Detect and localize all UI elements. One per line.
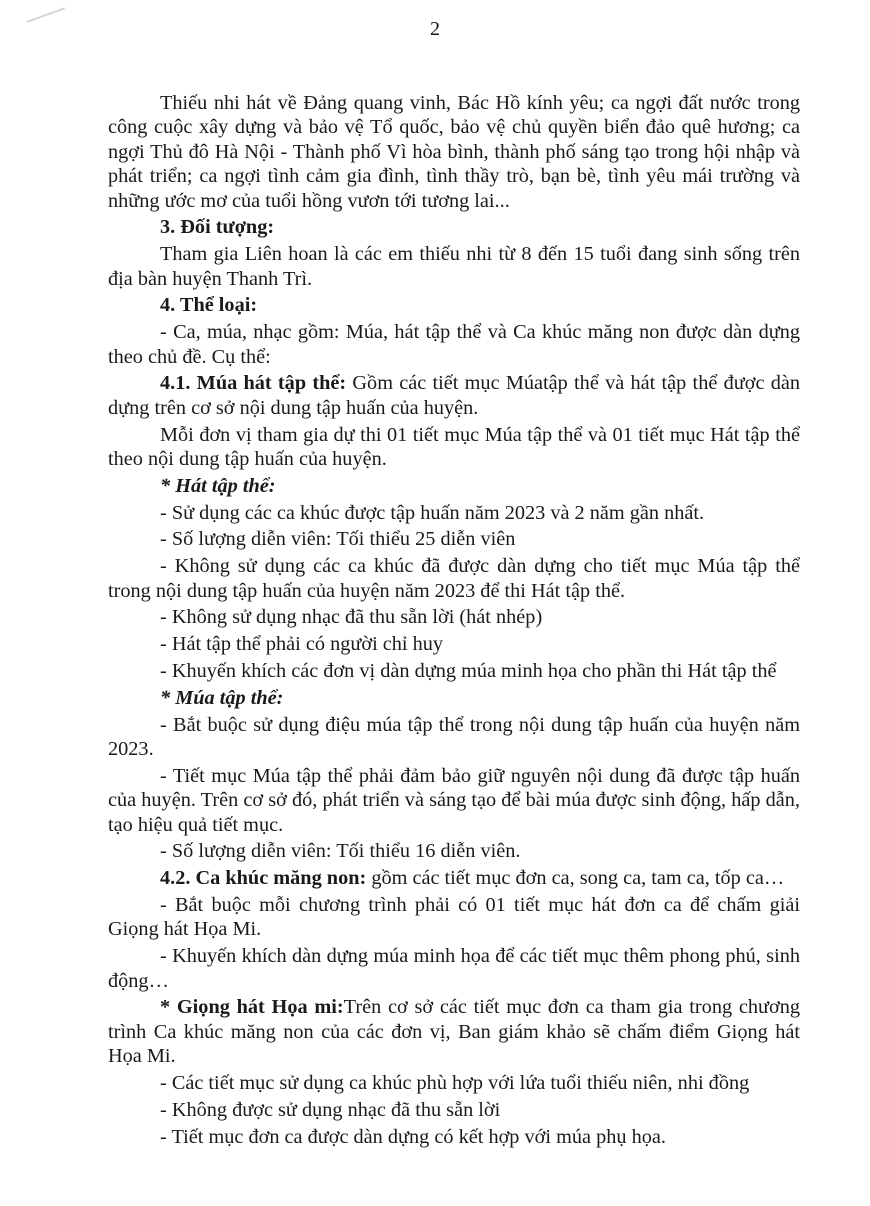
paragraph [108,423,800,472]
page-number: 2 [430,18,440,40]
paragraph-text: - Không sử dụng các ca khúc đã được dàn dựng cho tiết mục Múa tập thể trong nội dung tập huấn của huyện năm 2023 để thi Hát tập thể. [108,555,800,602]
paragraph [108,839,800,863]
paragraph [108,605,800,629]
paragraph [108,713,800,762]
paragraph [108,893,800,942]
section-heading [108,293,800,317]
paragraph-text: - Số lượng diễn viên: Tối thiểu 16 diễn viên. [160,840,521,863]
section-heading [108,686,800,710]
paragraph-text: - Tiết mục đơn ca được dàn dựng có kết hợp với múa phụ họa. [160,1125,666,1148]
paragraph-text: Trên cơ sở các tiết mục đơn ca tham gia trong chương trình Ca khúc măng non của các đơn vị, Ban giám khảo sẽ chấm điểm Giọng hát Họa Mi. [108,996,800,1068]
paragraph [108,659,800,683]
paragraph-text: gồm các tiết mục đơn ca, song ca, tam ca, tốp ca… [366,867,785,890]
paragraph-text: Thiếu nhi hát về Đảng quang vinh, Bác Hồ kính yêu; ca ngợi đất nước trong công cuộc xây dựng và bảo vệ Tổ quốc, bảo vệ chủ quyền biển đảo quê hương; ca ngợi Thủ đô Hà Nội - Thành phố Vì hòa bình, thành phố sáng tạo trong hội nhập và phát triển; ca ngợi tình cảm gia đình, tình thầy trò, bạn bè, tình yêu mái trường và những ước mơ của tuổi hồng vươn tới tương lai... [108,92,800,212]
heading-text: 4.1. Múa hát tập thể: [160,372,347,395]
document-body [108,91,800,1151]
section-heading [108,215,800,239]
paragraph-text: - Khuyến khích dàn dựng múa minh họa để các tiết mục thêm phong phú, sinh động… [108,945,800,992]
paragraph [108,764,800,837]
paragraph [108,944,800,993]
paragraph-text: Mỗi đơn vị tham gia dự thi 01 tiết mục Múa tập thể và 01 tiết mục Hát tập thể theo nội dung tập huấn của huyện. [108,423,800,471]
section-heading [108,474,800,498]
paragraph-text: - Các tiết mục sử dụng ca khúc phù hợp với lứa tuổi thiếu niên, nhi đồng [160,1072,750,1095]
paragraph [108,866,800,890]
paragraph [108,371,800,420]
heading-text: 3. Đối tượng: [160,216,275,239]
paragraph-text: - Khuyến khích các đơn vị dàn dựng múa minh họa cho phần thi Hát tập thể [160,660,777,683]
heading-text: 4. Thể loại: [160,294,258,317]
paragraph [108,91,800,213]
paragraph-text: - Không sử dụng nhạc đã thu sẵn lời (hát nhép) [160,606,543,629]
paragraph [108,1125,800,1149]
paragraph-text: - Ca, múa, nhạc gồm: Múa, hát tập thể và Ca khúc măng non được dàn dựng theo chủ đề. Cụ thể: [108,321,800,368]
paragraph [108,554,800,603]
paragraph-text: - Số lượng diễn viên: Tối thiểu 25 diễn viên [160,528,516,551]
heading-text: * Múa tập thể: [160,686,284,709]
heading-text: 4.2. Ca khúc măng non: [160,867,367,890]
paragraph-text: - Tiết mục Múa tập thể phải đảm bảo giữ nguyên nội dung đã được tập huấn của huyện. Trên cơ sở đó, phát triển và sáng tạo để bài múa được sinh động, hấp dẫn, tạo hiệu quả tiết mục. [108,764,800,836]
paragraph-text: - Bắt buộc sử dụng điệu múa tập thể trong nội dung tập huấn của huyện năm 2023. [108,713,800,761]
paragraph [108,1098,800,1122]
paragraph [108,242,800,291]
paragraph [108,501,800,525]
paragraph [108,320,800,369]
heading-text: * Giọng hát Họa mi: [160,996,344,1019]
paragraph-text: - Không được sử dụng nhạc đã thu sẵn lời [160,1098,501,1121]
paragraph-text: - Bắt buộc mỗi chương trình phải có 01 tiết mục hát đơn ca để chấm giải Giọng hát Họa Mi. [108,894,800,941]
paragraph-text: - Hát tập thể phải có người chỉ huy [160,633,444,656]
paragraph [108,1071,800,1095]
paragraph-text: - Sử dụng các ca khúc được tập huấn năm 2023 và 2 năm gần nhất. [160,501,705,524]
paragraph [108,632,800,656]
paragraph-text: Gồm các tiết mục Múatập thể và hát tập thể được dàn dựng trên cơ sở nội dung tập huấn của huyện. [108,372,800,419]
paragraph-text: Tham gia Liên hoan là các em thiếu nhi từ 8 đến 15 tuổi đang sinh sống trên địa bàn huyện Thanh Trì. [108,243,800,290]
heading-text: * Hát tập thể: [160,474,276,497]
paragraph [108,995,800,1068]
paragraph [108,527,800,551]
